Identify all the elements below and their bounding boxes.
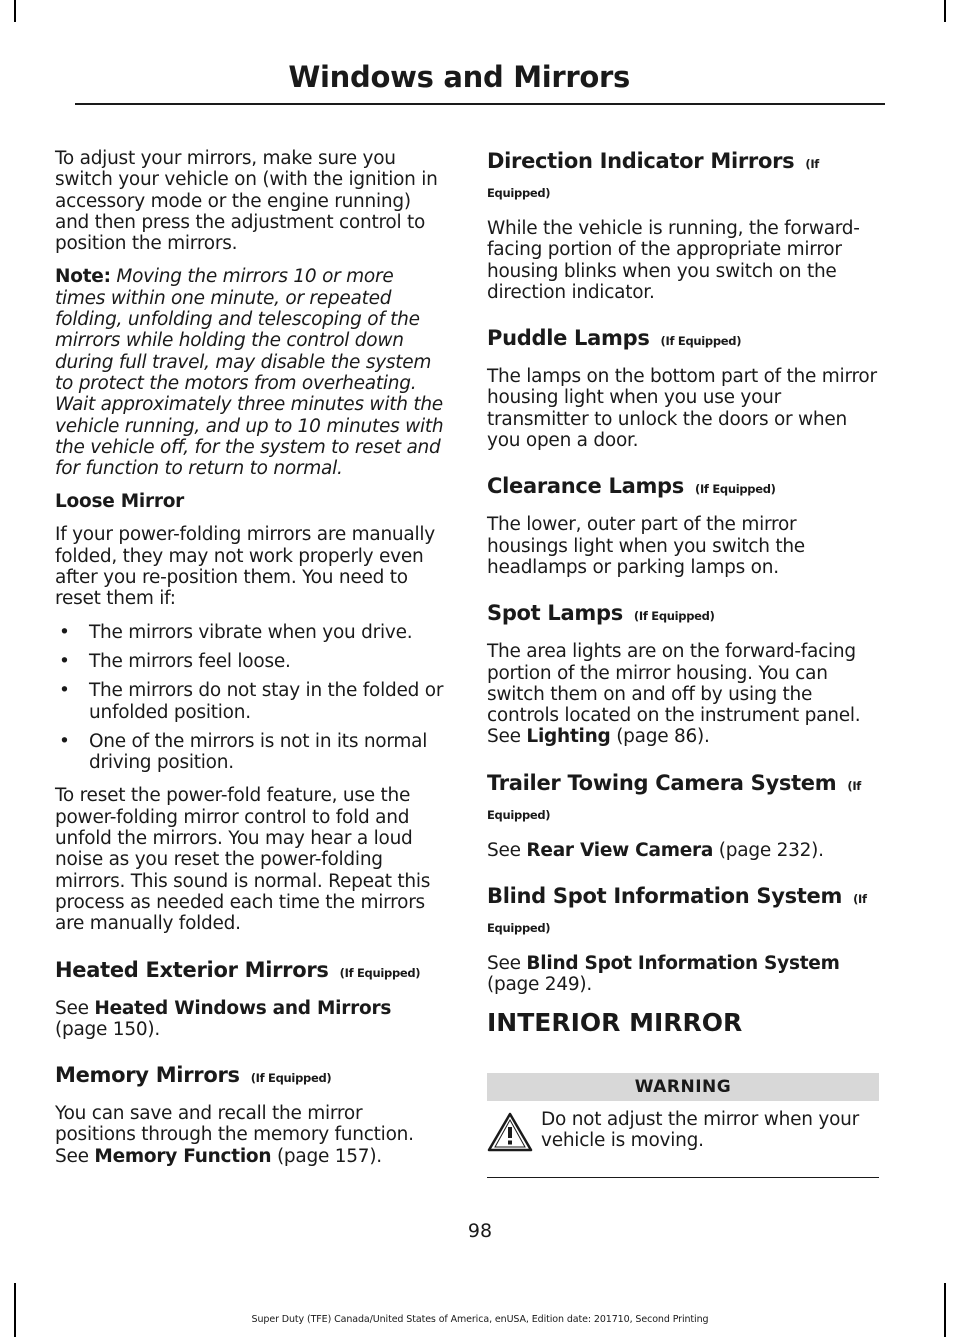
heading-text: Trailer Towing Camera System — [487, 770, 837, 795]
blind-spot-text — [487, 953, 879, 996]
body-text: You can save and recall the mirror positions through the memory function. See — [55, 1103, 414, 1167]
page-ref: (page 150). — [55, 1018, 160, 1040]
warning-box — [487, 1073, 879, 1179]
see-text: See — [487, 839, 521, 861]
page-ref: (page 86). — [616, 726, 710, 748]
memory-mirrors-text — [55, 1103, 447, 1167]
if-equipped-label: (If Equipped) — [695, 482, 776, 497]
clearance-lamps-text: The lower, outer part of the mirror housings light when you switch the headlamps or parking lamps on. — [487, 514, 805, 578]
page-ref: (page 232). — [718, 839, 824, 861]
warning-body — [487, 1101, 879, 1167]
direction-indicator-text: While the vehicle is running, the forward-facing portion of the appropriate mirror housing blinks when you switch on the direction indicator. — [487, 218, 860, 303]
note-label: Note: — [55, 266, 111, 288]
list-item: • The mirrors do not stay in the folded or unfolded position. — [55, 680, 447, 723]
note-text: Moving the mirrors 10 or more times within one minute, or repeated folding, unfolding and telescoping of the mirrors while holding the control down during full travel, may disable the system to protect the motors from overheating. Wait approximately three minutes with the vehicle running, and up to 10 minutes with the vehicle off, for the system to reset and for function to return to normal. — [55, 266, 444, 480]
memory-function-link[interactable]: Memory Function — [94, 1145, 272, 1167]
loose-mirror-text: If your power-folding mirrors are manually folded, they may not work properly even after you re-position them. You need to reset them if: — [55, 524, 435, 610]
lighting-link[interactable]: Lighting — [526, 726, 611, 748]
if-equipped-label: (If Equipped) — [250, 1071, 332, 1086]
interior-mirror-heading: INTERIOR MIRROR — [487, 1007, 743, 1037]
clearance-lamps-heading — [487, 473, 879, 502]
if-equipped-label: (If Equipped) — [487, 778, 861, 822]
trailer-camera-heading — [487, 770, 879, 828]
left-column — [55, 148, 447, 1179]
list-item: • The mirrors vibrate when you drive. — [55, 622, 447, 643]
loose-mirror-heading: Loose Mirror — [55, 491, 185, 513]
intro-paragraph: To adjust your mirrors, make sure you switch your vehicle on (with the ignition in accessory mode or the engine running) and then press the adjustment control to position the mirrors. — [55, 148, 438, 255]
list-item: • The mirrors feel loose. — [55, 651, 447, 672]
crop-mark — [14, 1283, 16, 1337]
see-text: See — [487, 953, 521, 975]
heading-text: Memory Mirrors — [55, 1063, 240, 1088]
blind-spot-heading — [487, 883, 879, 941]
heated-mirrors-heading — [55, 957, 447, 986]
body-text: The area lights are on the forward-facing portion of the mirror housing. You can switch them on and off by using the controls located on the instrument panel. See — [487, 641, 861, 748]
page-ref: (page 157). — [276, 1145, 382, 1167]
right-column — [487, 148, 879, 1178]
if-equipped-label: (If Equipped) — [487, 892, 867, 936]
if-equipped-label: (If Equipped) — [339, 965, 421, 980]
blind-spot-link[interactable]: Blind Spot Information System — [526, 953, 840, 975]
page-number: 98 — [467, 1220, 493, 1242]
heated-mirrors-text — [55, 998, 447, 1041]
if-equipped-label: (If Equipped) — [487, 157, 819, 200]
page-ref: (page 249). — [487, 974, 592, 996]
if-equipped-label: (If Equipped) — [633, 609, 715, 624]
heated-windows-link[interactable]: Heated Windows and Mirrors — [94, 997, 392, 1019]
spot-lamps-text — [487, 641, 879, 747]
memory-mirrors-heading — [55, 1062, 447, 1091]
page-title: Windows and Mirrors — [288, 60, 630, 94]
crop-mark — [944, 1283, 946, 1337]
heading-text: Heated Exterior Mirrors — [55, 957, 329, 982]
heading-text: Clearance Lamps — [487, 474, 684, 499]
note-paragraph — [55, 266, 447, 479]
puddle-lamps-text: The lamps on the bottom part of the mirror housing light when you use your transmitter to unlock the doors or when you open a door. — [487, 366, 877, 452]
direction-indicator-heading — [487, 148, 879, 206]
footer-text: Super Duty (TFE) Canada/United States of America, enUSA, Edition date: 201710, Second Printing — [251, 1314, 709, 1325]
warning-text: Do not adjust the mirror when your vehicle is moving. — [541, 1108, 859, 1151]
list-item: • One of the mirrors is not in its normal driving position. — [55, 731, 447, 774]
crop-mark — [944, 0, 946, 22]
warning-triangle-icon — [487, 1111, 533, 1153]
if-equipped-label: (If Equipped) — [660, 334, 742, 349]
trailer-camera-text — [487, 840, 879, 861]
reset-paragraph: To reset the power-fold feature, use the power-folding mirror control to fold and unfold the mirrors. You may hear a loud noise as you reset the power-folding mirrors. This sound is normal. Repeat this process as needed each time the mirrors are manually folded. — [55, 785, 431, 935]
crop-mark — [14, 0, 16, 22]
heading-text: Puddle Lamps — [487, 326, 650, 351]
spot-lamps-heading — [487, 600, 879, 629]
warning-label: WARNING — [487, 1073, 879, 1101]
see-text: See — [55, 997, 89, 1019]
heading-text: Direction Indicator Mirrors — [487, 149, 795, 173]
header-divider — [75, 103, 885, 105]
heading-text: Spot Lamps — [487, 601, 623, 626]
warning-divider — [487, 1177, 879, 1179]
reset-conditions-list — [55, 622, 447, 774]
rear-view-camera-link[interactable]: Rear View Camera — [526, 839, 714, 861]
heading-text: Blind Spot Information System — [487, 884, 843, 909]
puddle-lamps-heading — [487, 325, 879, 354]
